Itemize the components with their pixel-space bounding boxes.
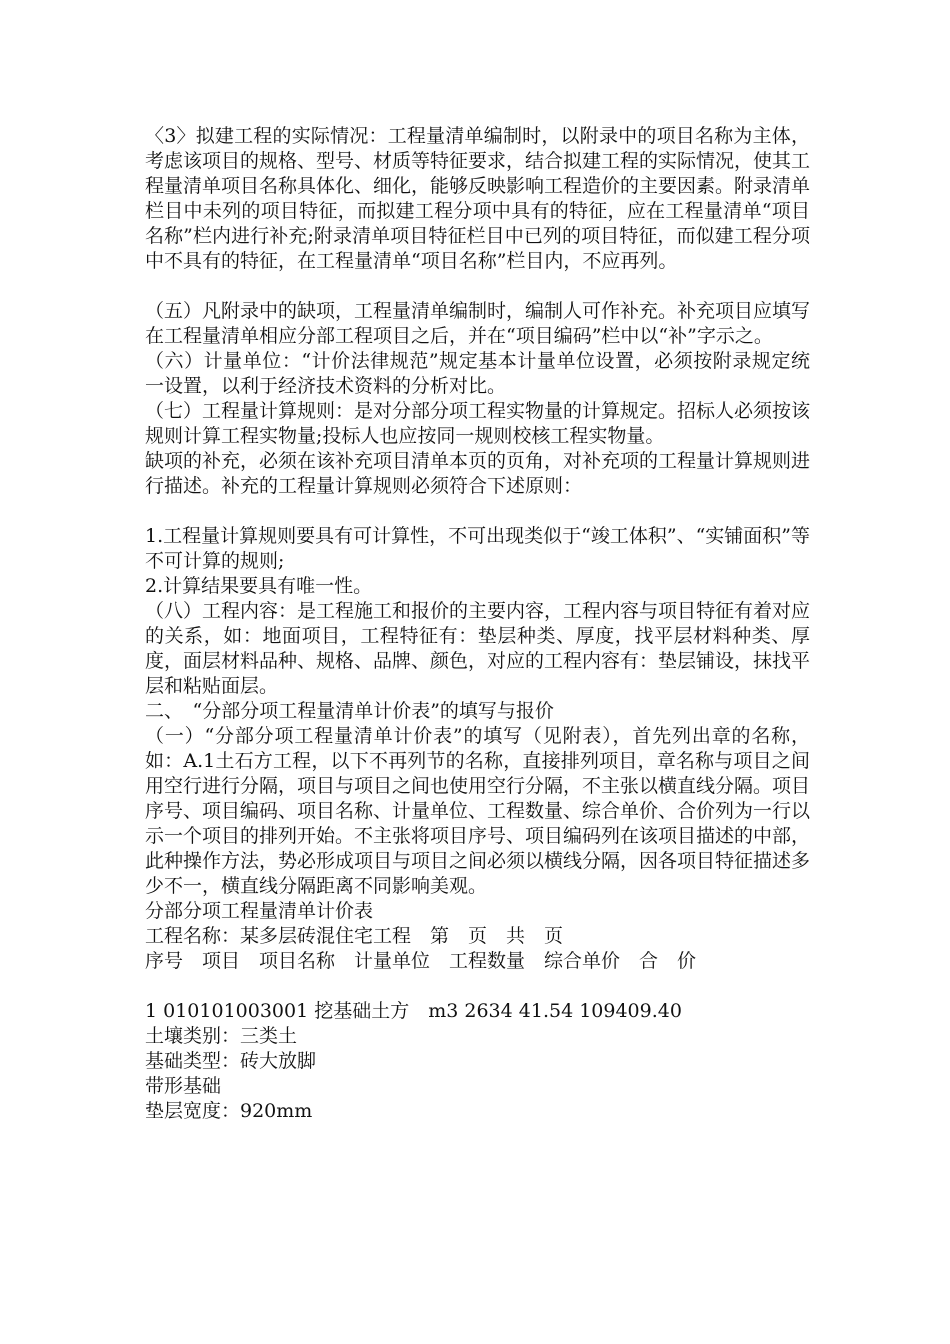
item-soil-type: 土壤类别：三类土 [145,1025,298,1047]
blank-line [145,499,810,524]
document-page [145,124,810,1124]
blank-line [145,274,810,299]
paragraph-measurement-unit: （六）计量单位：“计价法律规范”规定基本计量单位设置，必须按附录规定统一设置，以利于经济技术资料的分析对比。 [145,350,810,397]
table-header-line: 序号 项目 项目名称 计量单位 工程数量 综合单价 合 价 [145,950,697,972]
paragraph-work-content: （八）工程内容：是工程施工和报价的主要内容，工程内容与项目特征有着对应的关系，如：地面项目，工程特征有：垫层种类、厚度，找平层材料种类、厚度，面层材料品种、规格、品牌、颜色，对应的工程内容有：垫层铺设，抹找平层和粘贴面层。 [145,600,811,697]
paragraph-calculation-rules: （七）工程量计算规则：是对分部分项工程实物量的计算规定。招标人必须按该规则计算工程实物量;投标人也应按同一规则校核工程实物量。 [145,400,811,447]
paragraph-supplement-rules: 缺项的补充，必须在该补充项目清单本页的页角，对补充项的工程量计算规则进行描述。补充的工程量计算规则必须符合下述原则： [145,450,811,497]
paragraph-rule-unique: 2.计算结果要具有唯一性。 [145,575,373,597]
section-heading-two: 二、 “分部分项工程量清单计价表”的填写与报价 [145,700,554,722]
item-strip-foundation: 带形基础 [145,1075,222,1097]
paragraph-missing-items: （五）凡附录中的缺项，工程量清单编制时，编制人可作补充。补充项目应填写在工程量清单相应分部工程项目之后，并在“项目编码”栏中以“补”字示之。 [145,300,811,347]
item-cushion-width: 垫层宽度：920mm [145,1100,313,1122]
paragraph-project-conditions: 〈3〉拟建工程的实际情况：工程量清单编制时，以附录中的项目名称为主体，考虑该项目的规格、型号、材质等特征要求，结合拟建工程的实际情况，使其工程量清单项目名称具体化、细化，能够反映影响工程造价的主要因素。附录清单栏目中未列的项目特征，而拟建工程分项中具有的特征，应在工程量清单“项目名称”栏内进行补充;附录清单项目特征栏目中已列的项目特征，而似建工程分项中不具有的特征，在工程量清单“项目名称”栏目内，不应再列。 [145,125,811,272]
paragraph-rule-computable: 1.工程量计算规则要具有可计算性，不可出现类似于“竣工体积”、“实铺面积”等不可计算的规则; [145,525,810,572]
item-foundation-type: 基础类型：砖大放脚 [145,1050,317,1072]
blank-line [145,974,810,999]
paragraph-table-filling: （一）“分部分项工程量清单计价表”的填写（见附表），首先列出章的名称，如：A.1土石方工程，以下不再列节的名称，直接排列项目，章名称与项目之间用空行进行分隔，项目与项目之间也使用空行分隔，不主张以横直线分隔。项目序号、项目编码、项目名称、计量单位、工程数量、综合单价、合价列为一行以示一个项目的排列开始。不主张将项目序号、项目编码列在该项目描述的中部，此种操作方法，势必形成项目与项目之间必须以横线分隔，因各项目特征描述多少不一，横直线分隔距离不同影响美观。 [145,725,811,897]
table-title: 分部分项工程量清单计价表 [145,900,374,922]
project-name-line: 工程名称：某多层砖混住宅工程 第 页 共 页 [145,925,564,947]
table-row-1: 1 010101003001 挖基础土方 m3 2634 41.54 109409.40 [145,1000,682,1022]
